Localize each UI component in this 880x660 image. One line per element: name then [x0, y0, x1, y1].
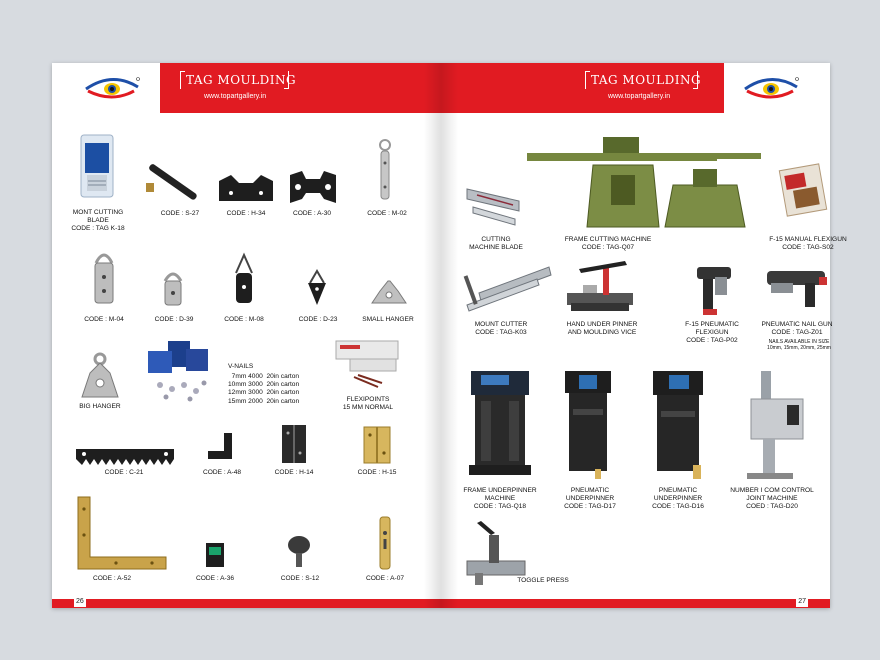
number-icom-label: NUMBER I COM CONTROL JOINT MACHINE COED : TAG-D20 — [730, 487, 814, 510]
frame-cutting-machine-image — [523, 135, 767, 231]
clip-a36-image — [204, 541, 226, 569]
m02-label: CODE : M-02 — [367, 210, 407, 217]
website-link[interactable]: www.topartgallery.in — [608, 93, 671, 100]
pneumatic-flexigun-image — [693, 263, 735, 317]
frame-underpinner-label: FRAME UNDERPINNER MACHINE CODE : TAG-Q18 — [463, 487, 537, 510]
eye-logo-icon — [741, 73, 801, 103]
frame-bracket-icon — [693, 71, 698, 89]
m04-label: CODE : M-04 — [84, 316, 124, 323]
hand-pinner-label: HAND UNDER PINNER AND MOULDING VICE — [566, 321, 638, 336]
page-header — [160, 63, 441, 113]
manual-flexigun-box-image — [779, 159, 829, 221]
f15-manual-label: F-15 MANUAL FLEXIGUN CODE : TAG-S02 — [769, 236, 847, 251]
left-page — [52, 63, 441, 608]
a07-label: CODE : A-07 — [365, 575, 405, 582]
corner-plate-a52-image — [76, 495, 168, 571]
d39-label: CODE : D-39 — [154, 316, 194, 323]
mount-cutter-label: MOUNT CUTTER CODE : TAG-K03 — [474, 321, 528, 336]
toggle-press-label: TOGGLE PRESS — [517, 577, 569, 584]
bracket-a48-image — [204, 429, 240, 465]
flexipoints-label: FLEXIPOINTS 15 MM NORMAL — [342, 396, 394, 411]
a52-label: CODE : A-52 — [92, 575, 132, 582]
frame-underpinner-image — [467, 369, 533, 481]
eye-logo-icon — [82, 73, 142, 103]
pneumatic-nail-gun-image — [765, 263, 829, 311]
frame-bracket-icon — [284, 71, 289, 89]
hanger-m08-image — [232, 253, 256, 305]
v-nails-sizes: 7mm 4000 20in carton 10mm 3000 20in carton 12mm 3000 20in carton 15mm 2000 20in carton — [228, 373, 300, 405]
a36-label: CODE : A-36 — [195, 575, 235, 582]
h15-label: CODE : H-15 — [357, 469, 397, 476]
logo-area — [52, 63, 160, 113]
page-header — [441, 63, 724, 113]
flexipoints-box-image — [334, 337, 400, 391]
page-number: 27 — [798, 598, 806, 605]
brand-title: TAG MOULDING — [186, 73, 297, 87]
screw-s27-image — [144, 159, 206, 201]
a30-label: CODE : A-30 — [292, 210, 332, 217]
a48-label: CODE : A-48 — [202, 469, 242, 476]
brand-title: TAG MOULDING — [591, 73, 702, 87]
mont-blade-pack-image — [80, 133, 114, 199]
page-footer — [441, 599, 830, 608]
hanger-m04-image — [90, 249, 118, 307]
c21-label: CODE : C-21 — [104, 469, 144, 476]
pneumatic-d16-label: PNEUMATIC UNDERPINNER CODE : TAG-D16 — [652, 487, 704, 510]
frame-bracket-icon — [180, 71, 185, 89]
big-hanger-label: BIG HANGER — [79, 403, 121, 410]
f15-pneumatic-label: F-15 PNEUMATIC FLEXIGUN CODE : TAG-P02 — [685, 321, 739, 344]
brochure-spread — [52, 63, 847, 608]
frame-cutting-label: FRAME CUTTING MACHINE CODE : TAG-Q07 — [564, 236, 652, 251]
hand-pinner-image — [565, 259, 637, 315]
pneumatic-underpinner-d17-image — [559, 369, 617, 481]
nail-gun-label: PNEUMATIC NAIL GUN CODE : TAG-Z01 — [761, 321, 833, 336]
hinge-h15-image — [362, 425, 392, 465]
big-hanger-image — [78, 351, 122, 401]
pneumatic-d17-label: PNEUMATIC UNDERPINNER CODE : TAG-D17 — [564, 487, 616, 510]
v-nails-title: V-NAILS — [228, 363, 254, 370]
d23-label: CODE : D-23 — [298, 316, 338, 323]
hanger-a30-image — [288, 169, 338, 205]
frame-bracket-icon — [585, 71, 590, 89]
mont-blade-label: MONT CUTTING BLADE CODE : TAG K-18 — [71, 209, 125, 232]
hinge-h14-image — [280, 423, 308, 465]
v-nails-boxes-image — [146, 339, 212, 405]
s27-label: CODE : S-27 — [160, 210, 200, 217]
logo-area — [724, 63, 830, 113]
mount-cutter-image — [465, 261, 551, 315]
sawtooth-hanger-c21-image — [74, 443, 176, 467]
right-page — [441, 63, 847, 608]
cutting-blade-label: CUTTING MACHINE BLADE — [469, 236, 523, 251]
nail-gun-sizes-note: NAILS AVAILABLE IN SIZE 10mm, 15mm, 20mm, 25mm — [767, 339, 831, 351]
hanger-d23-image — [306, 269, 328, 307]
page-footer — [52, 599, 441, 608]
hanger-h34-image — [217, 171, 275, 205]
h14-label: CODE : H-14 — [274, 469, 314, 476]
s12-label: CODE : S-12 — [280, 575, 320, 582]
pneumatic-underpinner-d16-image — [647, 369, 709, 481]
small-hanger-label: SMALL HANGER — [362, 316, 414, 323]
plate-a07-image — [378, 515, 392, 571]
number-icom-joint-machine-image — [737, 369, 809, 481]
small-hanger-image — [370, 277, 408, 307]
hanger-m02-image — [378, 139, 392, 201]
page-number: 26 — [76, 598, 84, 605]
m08-label: CODE : M-08 — [224, 316, 264, 323]
screw-s12-image — [286, 535, 312, 569]
h34-label: CODE : H-34 — [226, 210, 266, 217]
website-link[interactable]: www.topartgallery.in — [204, 93, 267, 100]
cutting-blade-image — [465, 185, 521, 227]
hanger-d39-image — [162, 269, 184, 307]
